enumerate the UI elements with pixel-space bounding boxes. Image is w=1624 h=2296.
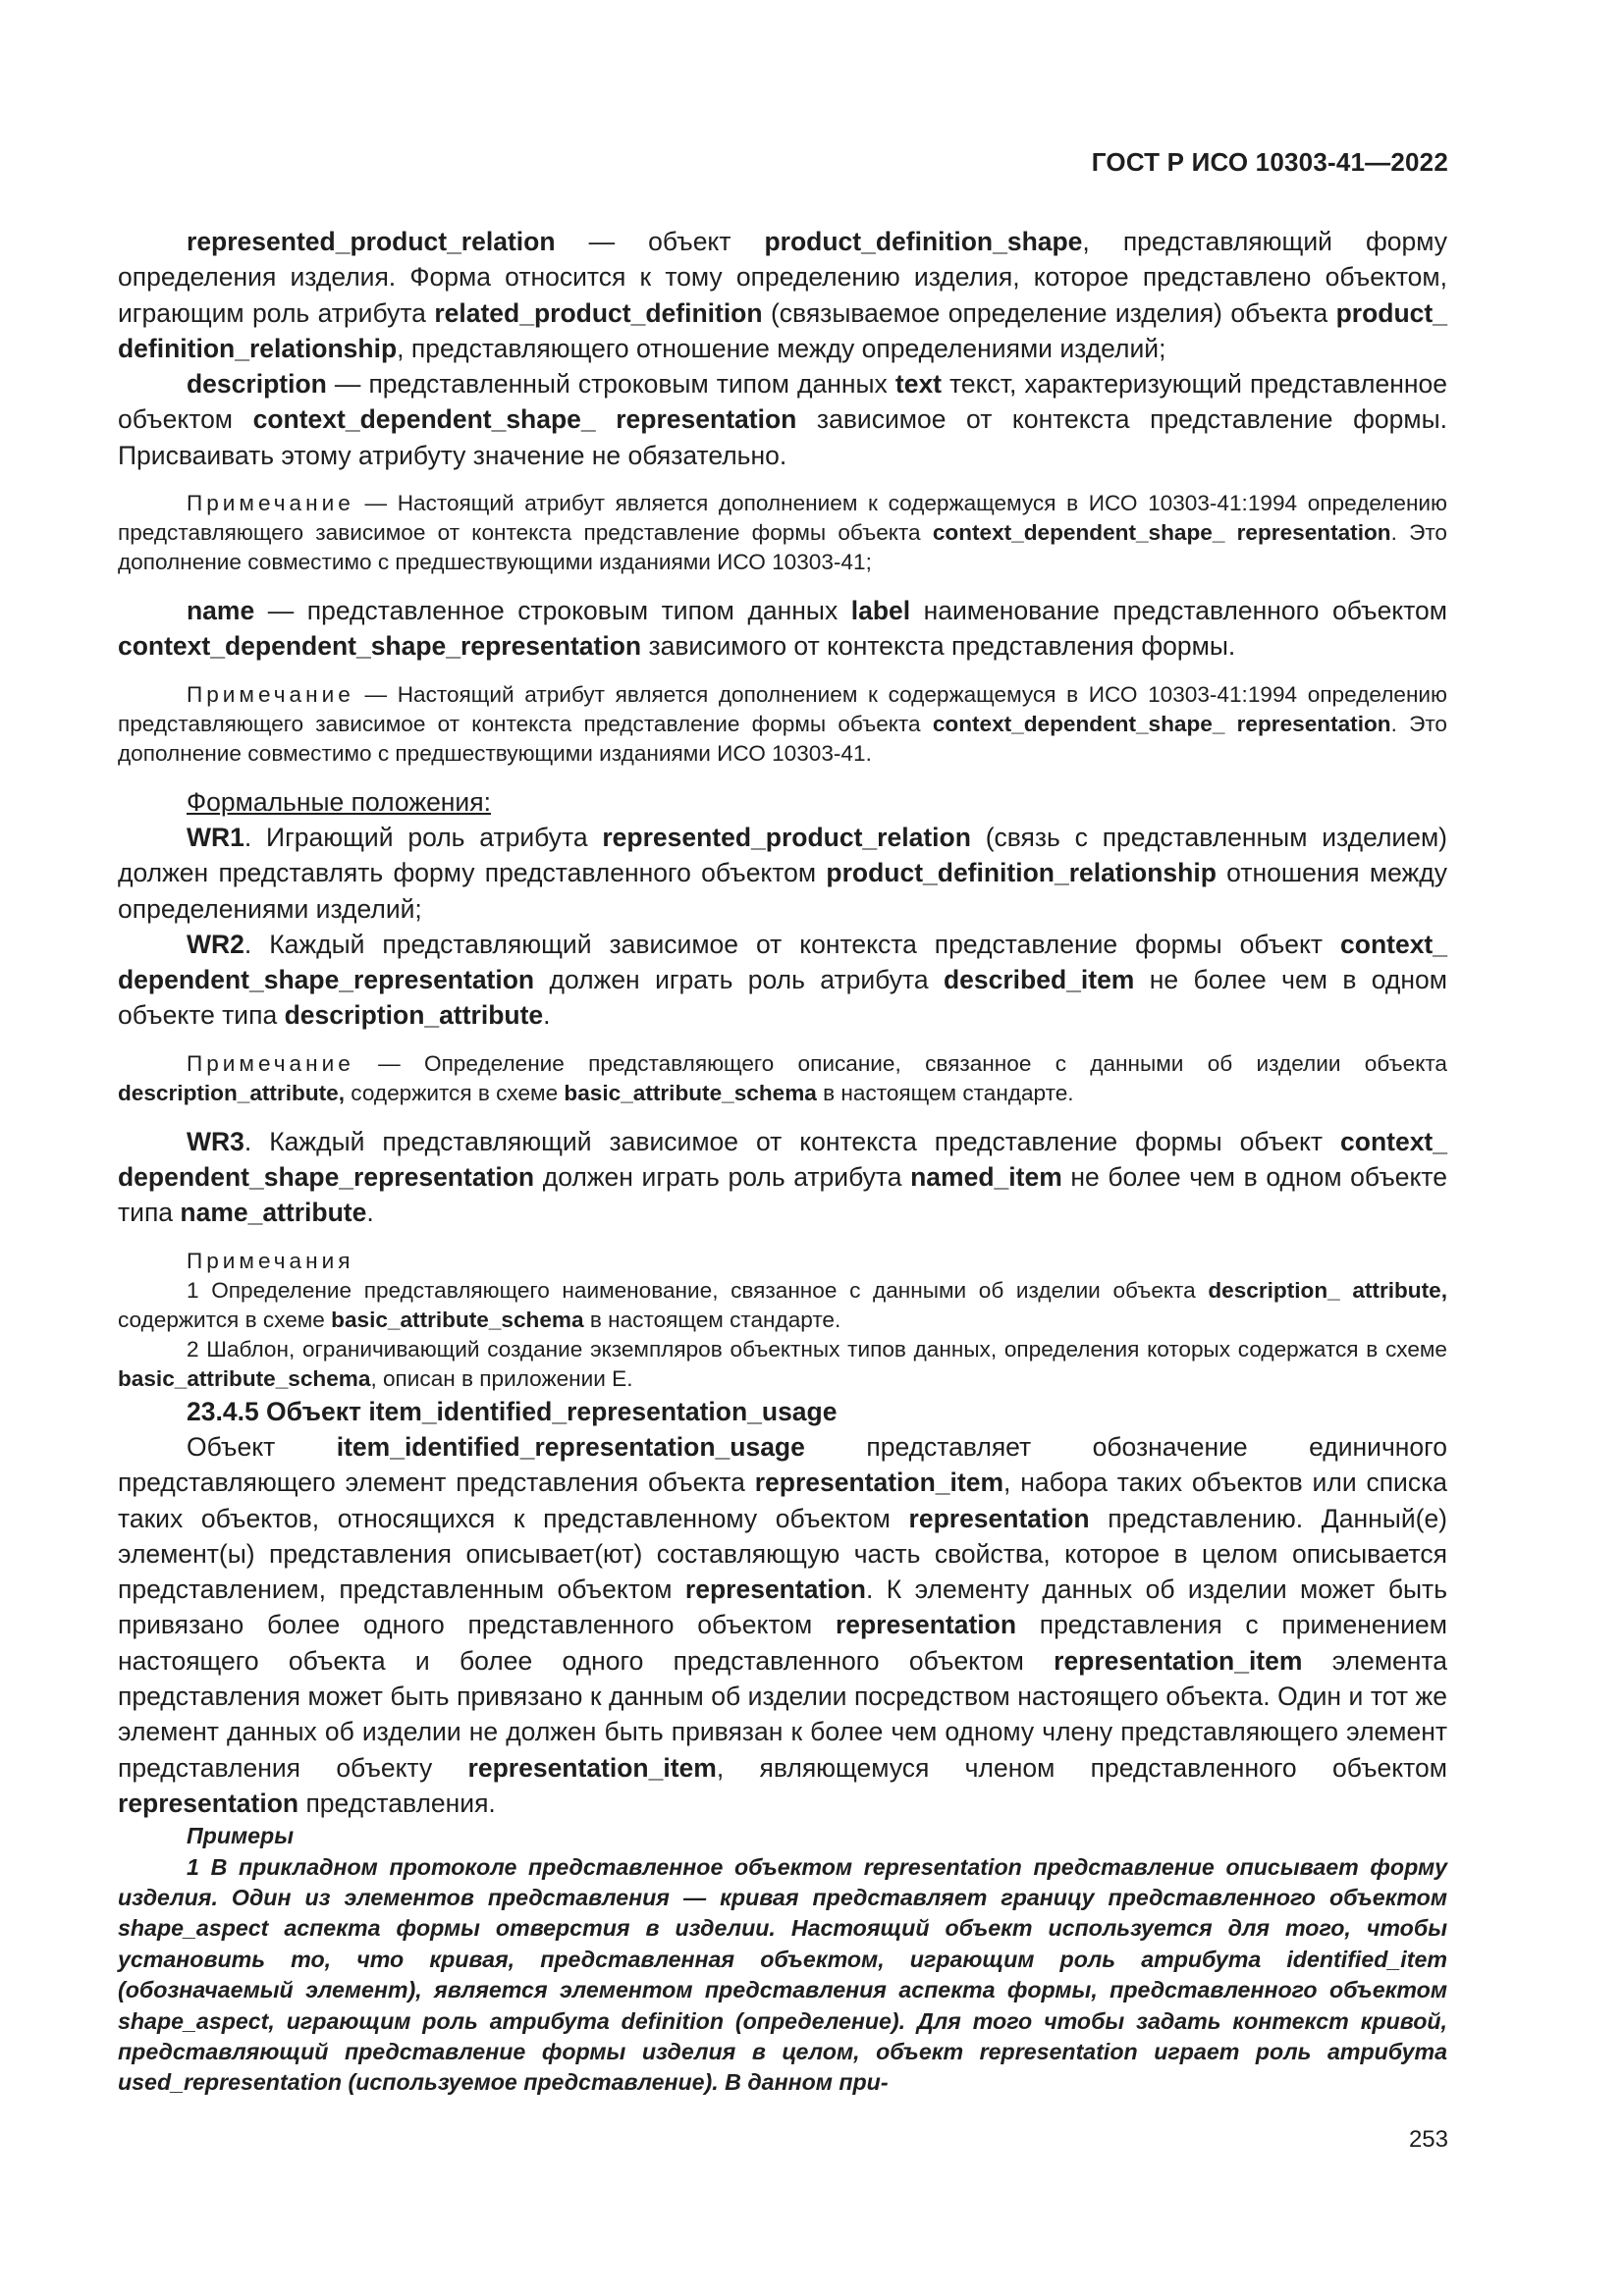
bold-term: represented_product_relation — [187, 227, 556, 256]
bold-term: named_item — [910, 1162, 1062, 1193]
text-run: — Настоящий атрибут является дополнением к содержащемуся в ИСО 10303-41:1994 определению представляющего зависимое от контекста представление формы объекта — [118, 681, 1447, 736]
text-run: , являющемуся членом представленного объектом — [716, 1752, 1447, 1783]
spaced-label: Примечание — [187, 491, 354, 516]
text-run: 1 В прикладном протоколе представленное объектом representation представление описывает форму изделия. Один из элементов представления — кривая представляет границу представленного объектом shape_aspect аспекта формы отверстия в изделии. Настоящий объект используется для того, чтобы установить то, что кривая, представленная объектом, играющим роль атрибута identified_item (обозначаемый элемент), является элементом представления аспекта формы, представленного объектом shape_aspect, играющим роль атрибута definition (определение). Для того чтобы задать контекст кривой, представляющий представление формы изделия в целом, объект representation играет роль атрибута used_representation (используемое представление). В данном при- — [118, 1853, 1447, 2096]
text-run: элемента представления может быть привязано к данным об изделии посредством настоящего объекта. Один и тот же элемент данных об изделии не должен быть привязан к более чем одному члену представляющего элемент представления объекту — [118, 1645, 1447, 1783]
text-run: 23.4.5 Объект item_identified_representation_usage — [187, 1396, 838, 1426]
text-run: в настоящем стандарте. — [816, 1080, 1074, 1105]
bold-term: representation — [684, 1575, 866, 1605]
rule-wr2 — [118, 927, 1447, 1034]
text-run: . Это дополнение совместимо с предшествующими изданиями ИСО 10303-41. — [118, 711, 1447, 766]
bold-term: product_definition_shape — [764, 227, 1083, 256]
bold-term: context_dependent_shape_ representation — [252, 404, 797, 435]
text-run: не более чем в одном объекте типа — [118, 965, 1447, 1031]
underlined-label: Формальные положения: — [187, 786, 491, 817]
formal-propositions-title — [118, 784, 1447, 820]
bold-term: context_dependent_shape_representation — [118, 631, 642, 662]
bold-term: WR2 — [187, 929, 244, 959]
text-run: . Играющий роль атрибута — [244, 822, 603, 852]
text-run: , представляющего отношение между определениями изделий; — [397, 333, 1166, 363]
bold-term: representation — [908, 1503, 1090, 1533]
text-run: (связь с представленным изделием) должен представлять форму представленного объектом — [118, 822, 1447, 888]
bold-term: label — [850, 596, 911, 626]
bold-term: basic_attribute_schema — [564, 1080, 817, 1105]
text-run: зависимое от контекста представление формы. Присваивать этому атрибуту значение не обязательно. — [118, 404, 1447, 470]
text-run: 1 Определение представляющего наименование, связанное с данными об изделии объекта — [187, 1277, 1209, 1303]
bold-term: description_ attribute, — [1208, 1277, 1447, 1303]
rule-wr3 — [118, 1124, 1447, 1231]
bold-term: representation_item — [1054, 1645, 1303, 1676]
text-run: . — [366, 1198, 374, 1228]
note-name — [118, 680, 1447, 769]
page-content — [118, 224, 1447, 2099]
paragraph-description — [118, 366, 1447, 473]
bold-term: product_ definition_relationship — [118, 297, 1447, 363]
note-1 — [118, 1276, 1447, 1335]
spaced-label: Примечания — [187, 1248, 354, 1273]
bold-term: represented_product_relation — [602, 822, 971, 852]
bold-term: text — [894, 369, 943, 400]
text-run: . К элементу данных об изделии может быть привязано более одного представленного объектом — [118, 1575, 1447, 1640]
text-run: должен играть роль атрибута — [534, 965, 944, 995]
text-run: Примеры — [187, 1823, 295, 1849]
paragraph-name — [118, 593, 1447, 665]
bold-term: description_attribute, — [118, 1080, 345, 1105]
section-heading — [118, 1394, 1447, 1429]
note-wr2 — [118, 1049, 1447, 1108]
note-description — [118, 489, 1447, 577]
bold-term: context_ dependent_shape_representation — [118, 929, 1447, 995]
bold-term: name — [187, 596, 255, 626]
text-run: — объект — [555, 227, 765, 256]
bold-term: related_product_definition — [434, 297, 763, 328]
text-run: представляет обозначение единичного представляющего элемент представления объекта — [118, 1431, 1447, 1498]
bold-term: basic_attribute_schema — [118, 1365, 371, 1391]
note-2 — [118, 1335, 1447, 1394]
paragraph-item-identified-representation-usage — [118, 1429, 1447, 1821]
bold-term: representation_item — [467, 1752, 717, 1783]
text-run: (связываемое определение изделия) объекта — [762, 297, 1336, 328]
text-run: отношения между определениями изделий; — [118, 858, 1447, 924]
bold-term: item_identified_representation_usage — [336, 1431, 805, 1462]
paragraph-represented-product-relation — [118, 224, 1447, 366]
text-run: . Каждый представляющий зависимое от контекста представление формы объект — [244, 1126, 1341, 1156]
text-run: представления с применением настоящего объекта и более одного представленного объектом — [118, 1610, 1447, 1676]
notes-title — [118, 1247, 1447, 1276]
bold-term: context_ dependent_shape_representation — [118, 1126, 1447, 1193]
bold-term: representation — [835, 1610, 1017, 1640]
bold-term: WR1 — [187, 822, 244, 852]
page-number: 253 — [1408, 2126, 1448, 2153]
text-run: зависимого от контекста представления формы. — [641, 631, 1236, 662]
text-run: в настоящем стандарте. — [583, 1307, 841, 1332]
text-run: — представленный строковым типом данных — [326, 369, 895, 400]
rule-wr1 — [118, 820, 1447, 927]
spaced-label: Примечание — [187, 681, 354, 707]
bold-term: WR3 — [187, 1126, 244, 1156]
bold-term: context_dependent_shape_ representation — [932, 520, 1391, 546]
text-run: Объект — [187, 1431, 337, 1462]
text-run: представлению. Данный(е) элемент(ы) представления описывает(ют) составляющую часть свойства, которое в целом описывается представлением, представленным объектом — [118, 1503, 1448, 1605]
text-run: 2 Шаблон, ограничивающий создание экземпляров объектных типов данных, определения которых содержатся в схеме — [187, 1336, 1447, 1362]
text-run: должен играть роль атрибута — [534, 1162, 911, 1193]
bold-term: basic_attribute_schema — [331, 1307, 584, 1332]
text-run: . — [543, 1000, 551, 1031]
bold-term: representation — [118, 1788, 299, 1818]
text-run: содержится в схеме — [345, 1080, 565, 1105]
text-run: текст, характеризующий представленное объектом — [118, 369, 1447, 435]
text-run: — представленное строковым типом данных — [254, 596, 851, 626]
text-run: не более чем в одном объекте типа — [118, 1162, 1447, 1228]
spaced-label: Примечание — [187, 1050, 354, 1076]
text-run: наименование представленного объектом — [910, 596, 1447, 626]
bold-term: described_item — [943, 965, 1135, 995]
text-run: — Настоящий атрибут является дополнением к содержащемуся в ИСО 10303-41:1994 определению представляющего зависимое от контекста представление формы объекта — [118, 491, 1447, 546]
bold-term: name_attribute — [180, 1198, 367, 1228]
bold-term: product_definition_relationship — [826, 858, 1217, 888]
text-run: — Определение представляющего описание, связанное с данными об изделии объекта — [353, 1050, 1447, 1076]
document-header: ГОСТ Р ИСО 10303-41—2022 — [1091, 147, 1448, 177]
text-run: , набора таких объектов или списка таких объектов, относящихся к представленному объектом — [118, 1468, 1448, 1533]
text-run: . Это дополнение совместимо с предшествующими изданиями ИСО 10303-41; — [118, 520, 1447, 575]
example-1 — [118, 1852, 1447, 2099]
text-run: , представляющий форму определения изделия. Форма относится к тому определению изделия, которое представлено объектом, играющим роль атрибута — [118, 227, 1447, 328]
bold-term: representation_item — [754, 1468, 1004, 1498]
bold-term: context_dependent_shape_ representation — [932, 711, 1391, 736]
text-run: , описан в приложении Е. — [370, 1365, 633, 1391]
text-run: . Каждый представляющий зависимое от контекста представление формы объект — [244, 929, 1341, 959]
bold-term: description — [187, 369, 327, 400]
bold-term: description_attribute — [284, 1000, 544, 1031]
text-run: представления. — [298, 1788, 496, 1818]
examples-title — [118, 1821, 1447, 1851]
text-run: содержится в схеме — [118, 1307, 332, 1332]
